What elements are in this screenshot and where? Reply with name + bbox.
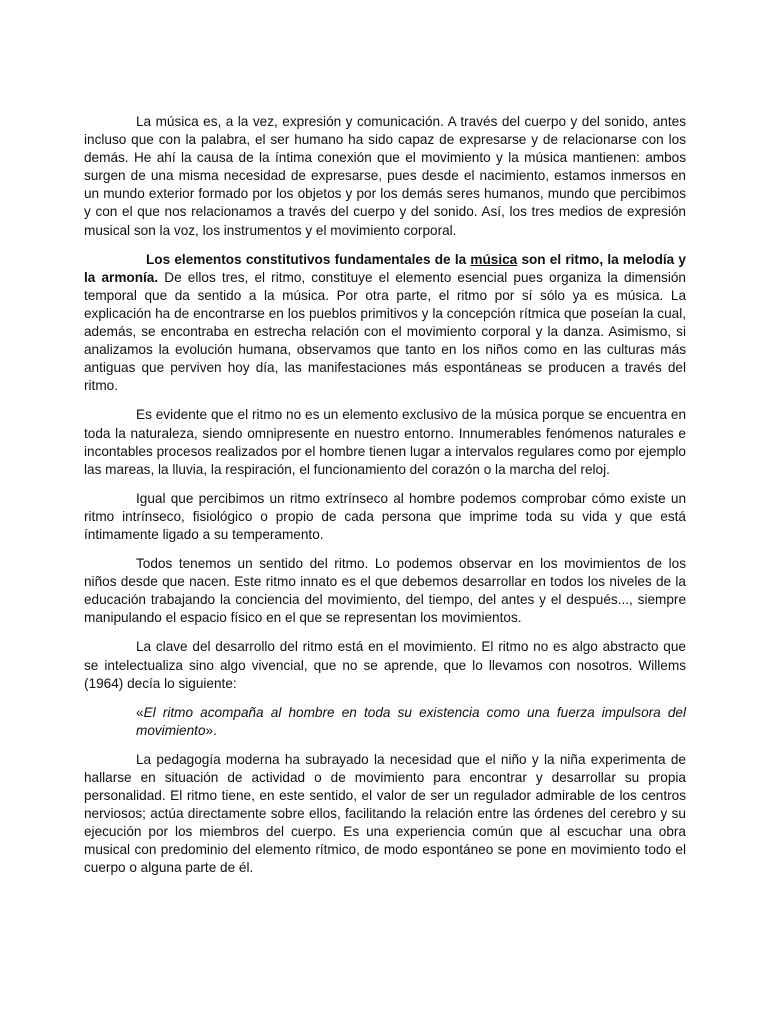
paragraph-2-rest: De ellos tres, el ritmo, constituye el elemento esencial pues organiza la dimensión temporal que da sentido a la música. Por otra parte, el ritmo por sí sólo ya es música. La explicación ha de encontrarse en los pueblos primitivos y la concepción rítmica que poseían la cual, además, se encontraba en estrecha relación con el movimiento corporal y la danza. Asimismo, si analizamos la evolución humana, observamos que tanto en los niños como en las culturas más antiguas que perviven hoy día, las manifestaciones más espontáneas se producen a través del ritmo. bbox=[84, 269, 686, 394]
paragraph-6: La clave del desarrollo del ritmo está en el movimiento. El ritmo no es algo abstracto que se intelectualiza sino algo vivencial, que no se aprende, que lo llevamos con nosotros. Willems (1964) decía lo siguiente: bbox=[84, 639, 686, 691]
quote-text: El ritmo acompaña al hombre en toda su existencia como una fuerza impulsora del movimiento bbox=[136, 704, 686, 738]
quote-close-mark: ». bbox=[205, 722, 217, 738]
paragraph-4: Igual que percibimos un ritmo extrínseco al hombre podemos comprobar cómo existe un ritmo intrínseco, fisiológico o propio de cada persona que imprime toda su vida y que está íntimamente ligado a su temperamento. bbox=[84, 490, 686, 542]
paragraph-5: Todos tenemos un sentido del ritmo. Lo podemos observar en los movimientos de los niños desde que nacen. Este ritmo innato es el que debemos desarrollar en todos los niveles de la educación trabajando la conciencia del movimiento, del tiempo, del antes y el después..., siempre manipulando el espacio físico en el que se representan los movimientos. bbox=[84, 556, 686, 626]
paragraph-1: La música es, a la vez, expresión y comunicación. A través del cuerpo y del sonido, antes incluso que con la palabra, el ser humano ha sido capaz de expresarse y de relacionarse con los demás. He ahí la causa de la íntima conexión que el movimiento y la música mantienen: ambos surgen de una misma necesidad de expresarse, pues desde el nacimiento, estamos inmersos en un mundo exterior formado por los objetos y por los demás seres humanos, mundo que percibimos y con el que nos relacionamos a través del cuerpo y del sonido. Así, los tres medios de expresión musical son la voz, los instrumentos y el movimiento corporal. bbox=[84, 114, 686, 238]
paragraph-2-bold-a: Los elementos constitutivos fundamentales de la bbox=[146, 251, 471, 267]
paragraph-2 bbox=[84, 251, 686, 396]
quote-open-mark: « bbox=[136, 704, 144, 720]
paragraph-3: Es evidente que el ritmo no es un elemento exclusivo de la música porque se encuentra en toda la naturaleza, siendo omnipresente en nuestro entorno. Innumerables fenómenos naturales e incontables procesos realizados por el hombre tienen lugar a intervalos regulares como por ejemplo las mareas, la lluvia, la respiración, el funcionamiento del corazón o la marcha del reloj. bbox=[84, 407, 686, 477]
block-quote bbox=[136, 704, 686, 740]
paragraph-7: La pedagogía moderna ha subrayado la necesidad que el niño y la niña experimenta de hallarse en situación de actividad o de movimiento para encontrar y desarrollar su propia personalidad. El ritmo tiene, en este sentido, el valor de ser un regulador admirable de los centros nerviosos; actúa directamente sobre ellos, facilitando la relación entre las órdenes del cerebro y su ejecución por los miembros del cuerpo. Es una experiencia común que al escuchar una obra musical con predominio del elemento rítmico, de modo espontáneo se pone en movimiento todo el cuerpo o alguna parte de él. bbox=[84, 751, 686, 876]
paragraph-2-underlined-word: música bbox=[470, 251, 518, 267]
paragraph-2-bold-b: son el ritmo, la melodía y la armonía. bbox=[84, 251, 686, 285]
